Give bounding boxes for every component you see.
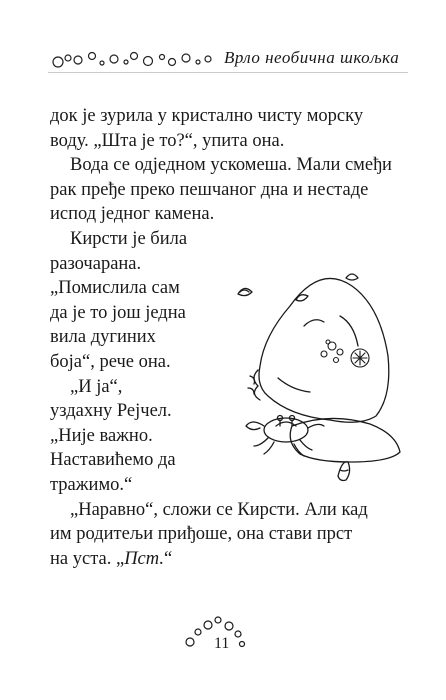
narrow-line: „И ја“, xyxy=(70,376,123,397)
paragraph-last-line: им родитељи приђоше, она стави прст xyxy=(50,524,353,545)
italic-word: Пст. xyxy=(124,548,164,569)
narrow-line: „Није важно. xyxy=(50,425,153,446)
narrow-line: вила дугиних xyxy=(50,327,156,348)
rock-crab-illustration xyxy=(220,266,410,506)
narrow-line: да је то још једна xyxy=(50,302,186,323)
narrow-text-block xyxy=(50,227,200,498)
paragraph-last-line: „Наравно“, сложи се Кирсти. Али кад xyxy=(70,499,368,520)
bubbles-ornament-icon xyxy=(48,44,218,74)
narrow-line: тражимо.“ xyxy=(50,474,133,495)
narrow-line: Наставићемо да xyxy=(50,450,176,471)
paragraph-2: Вода се одједном ускомеша. Мали смеђи рак пређе преко пешчаног дна и нестаде испод једног камена. xyxy=(50,155,392,225)
page-number: 11 xyxy=(214,635,230,652)
closing-quote: “ xyxy=(163,548,173,569)
narrow-line: разочарана. xyxy=(50,253,142,274)
header-rule xyxy=(48,72,408,73)
narrow-line: уздахну Рејчел. xyxy=(50,401,172,422)
narrow-line: „Помислила сам xyxy=(50,278,180,299)
narrow-line: боја“, рече она. xyxy=(50,351,171,372)
running-header xyxy=(48,44,408,78)
paragraph-last-line xyxy=(50,547,400,572)
narrow-line: Кирсти је била xyxy=(70,228,188,249)
header-title: Врло необична шкољка xyxy=(224,48,400,67)
text-run: на уста. „ xyxy=(50,548,125,569)
paragraph-1: док је зурила у кристално чисту морску воду. „Шта је то?“, упита она. xyxy=(50,106,364,151)
